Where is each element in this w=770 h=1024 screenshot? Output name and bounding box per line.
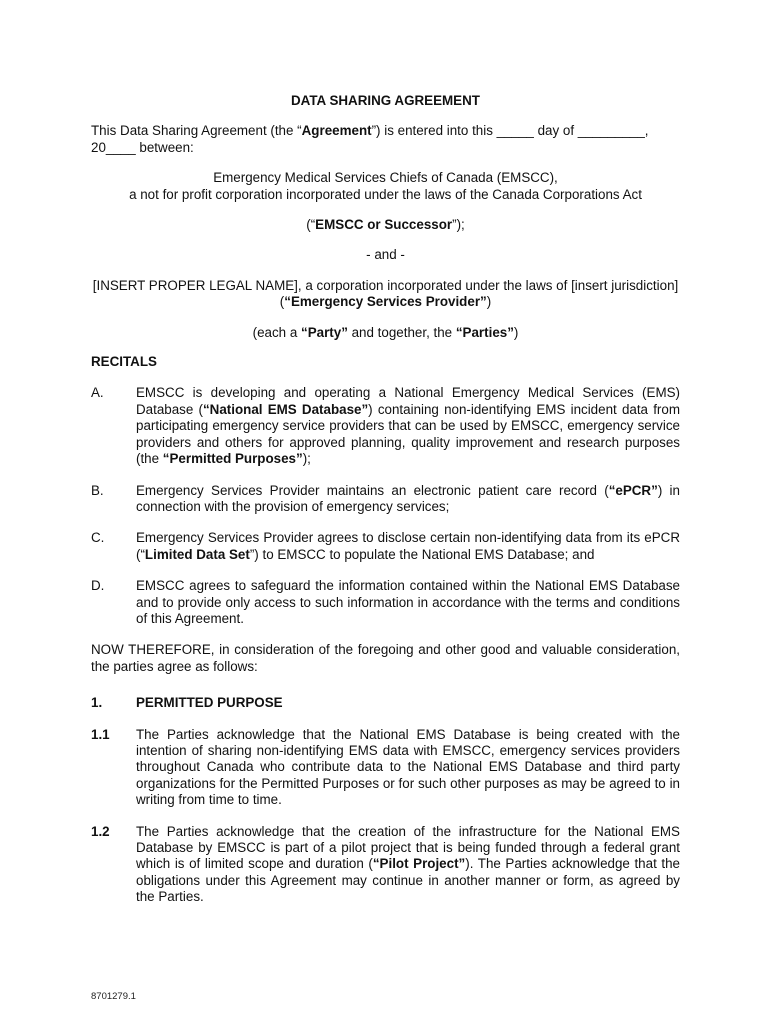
section-heading [91, 695, 680, 711]
recital-label: A. [91, 385, 104, 401]
clause-item [91, 727, 680, 809]
intro-bold: Agreement [301, 123, 372, 139]
clause-number: 1.1 [91, 726, 110, 742]
recital-item [91, 483, 680, 516]
recital-item [91, 385, 680, 467]
intro-paragraph [91, 123, 680, 156]
recital-item [91, 578, 680, 627]
section-number: 1. [91, 695, 103, 711]
party2-definition: (“Emergency Services Provider”) [279, 294, 492, 310]
intro-text-2: ”) is entered into this _____ day of _________, 20____ between: [91, 123, 649, 155]
clause-text: The Parties acknowledge that the creation of the infrastructure for the National EMS Database by EMSCC is part of a pilot project that is being funded through a federal grant which is of limited scope and duration (“Pilot Project”). The Parties acknowledge that the obligations under this Agreement may continue in another manner or form, as agreed by the Parties. [136, 823, 680, 905]
document-footer-id: 8701279.1 [91, 991, 136, 1002]
recital-label: B. [91, 482, 104, 498]
clause-item [91, 824, 680, 906]
party1-line2: a not for profit corporation incorporated under the laws of the Canada Corporations Act [129, 186, 642, 202]
recital-text: EMSCC agrees to safeguard the information contained within the National EMS Database and to provide only access to such information in accordance with the terms and conditions of this Agreement. [136, 578, 680, 626]
clause-text: The Parties acknowledge that the National EMS Database is being created with the intention of sharing non-identifying EMS data with EMSCC, emergency services providers throughout Canada who contribute data to the National EMS Database and third party organizations for the Permitted Purposes or for such other purposes as may be agreed to in writing from time to time. [136, 726, 680, 808]
recitals-heading: RECITALS [91, 354, 157, 370]
parties-definition: (each a “Party” and together, the “Parties”) [252, 324, 519, 340]
party2-line1: [INSERT PROPER LEGAL NAME], a corporation incorporated under the laws of [insert jurisdiction] [92, 277, 679, 293]
recital-item [91, 530, 680, 563]
recital-text: Emergency Services Provider maintains an electronic patient care record (“ePCR”) in connection with the provision of emergency services; [136, 482, 680, 514]
and-separator: - and - [366, 247, 405, 263]
section-title: PERMITTED PURPOSE [136, 695, 283, 711]
recital-text: EMSCC is developing and operating a National Emergency Medical Services (EMS) Database (“National EMS Database”) containing non-identifying EMS incident data from participating emergency service providers that can be used by EMSCC, emergency service providers and others for approved planning, quality improvement and research purposes (the “Permitted Purposes”); [136, 385, 680, 467]
document-page [91, 93, 680, 921]
now-therefore-paragraph: NOW THEREFORE, in consideration of the foregoing and other good and valuable consideration, the parties agree as follows: [91, 642, 680, 674]
party1-definition: (“EMSCC or Successor”); [306, 217, 465, 233]
clause-number: 1.2 [91, 823, 110, 839]
recital-label: D. [91, 578, 105, 594]
document-title: DATA SHARING AGREEMENT [291, 93, 480, 108]
recital-text: Emergency Services Provider agrees to disclose certain non-identifying data from its ePCR (“Limited Data Set”) to EMSCC to populate the National EMS Database; and [136, 530, 680, 562]
intro-text-1: This Data Sharing Agreement (the “ [91, 123, 302, 139]
recital-label: C. [91, 530, 105, 546]
party1-line1: Emergency Medical Services Chiefs of Canada (EMSCC), [213, 170, 558, 186]
